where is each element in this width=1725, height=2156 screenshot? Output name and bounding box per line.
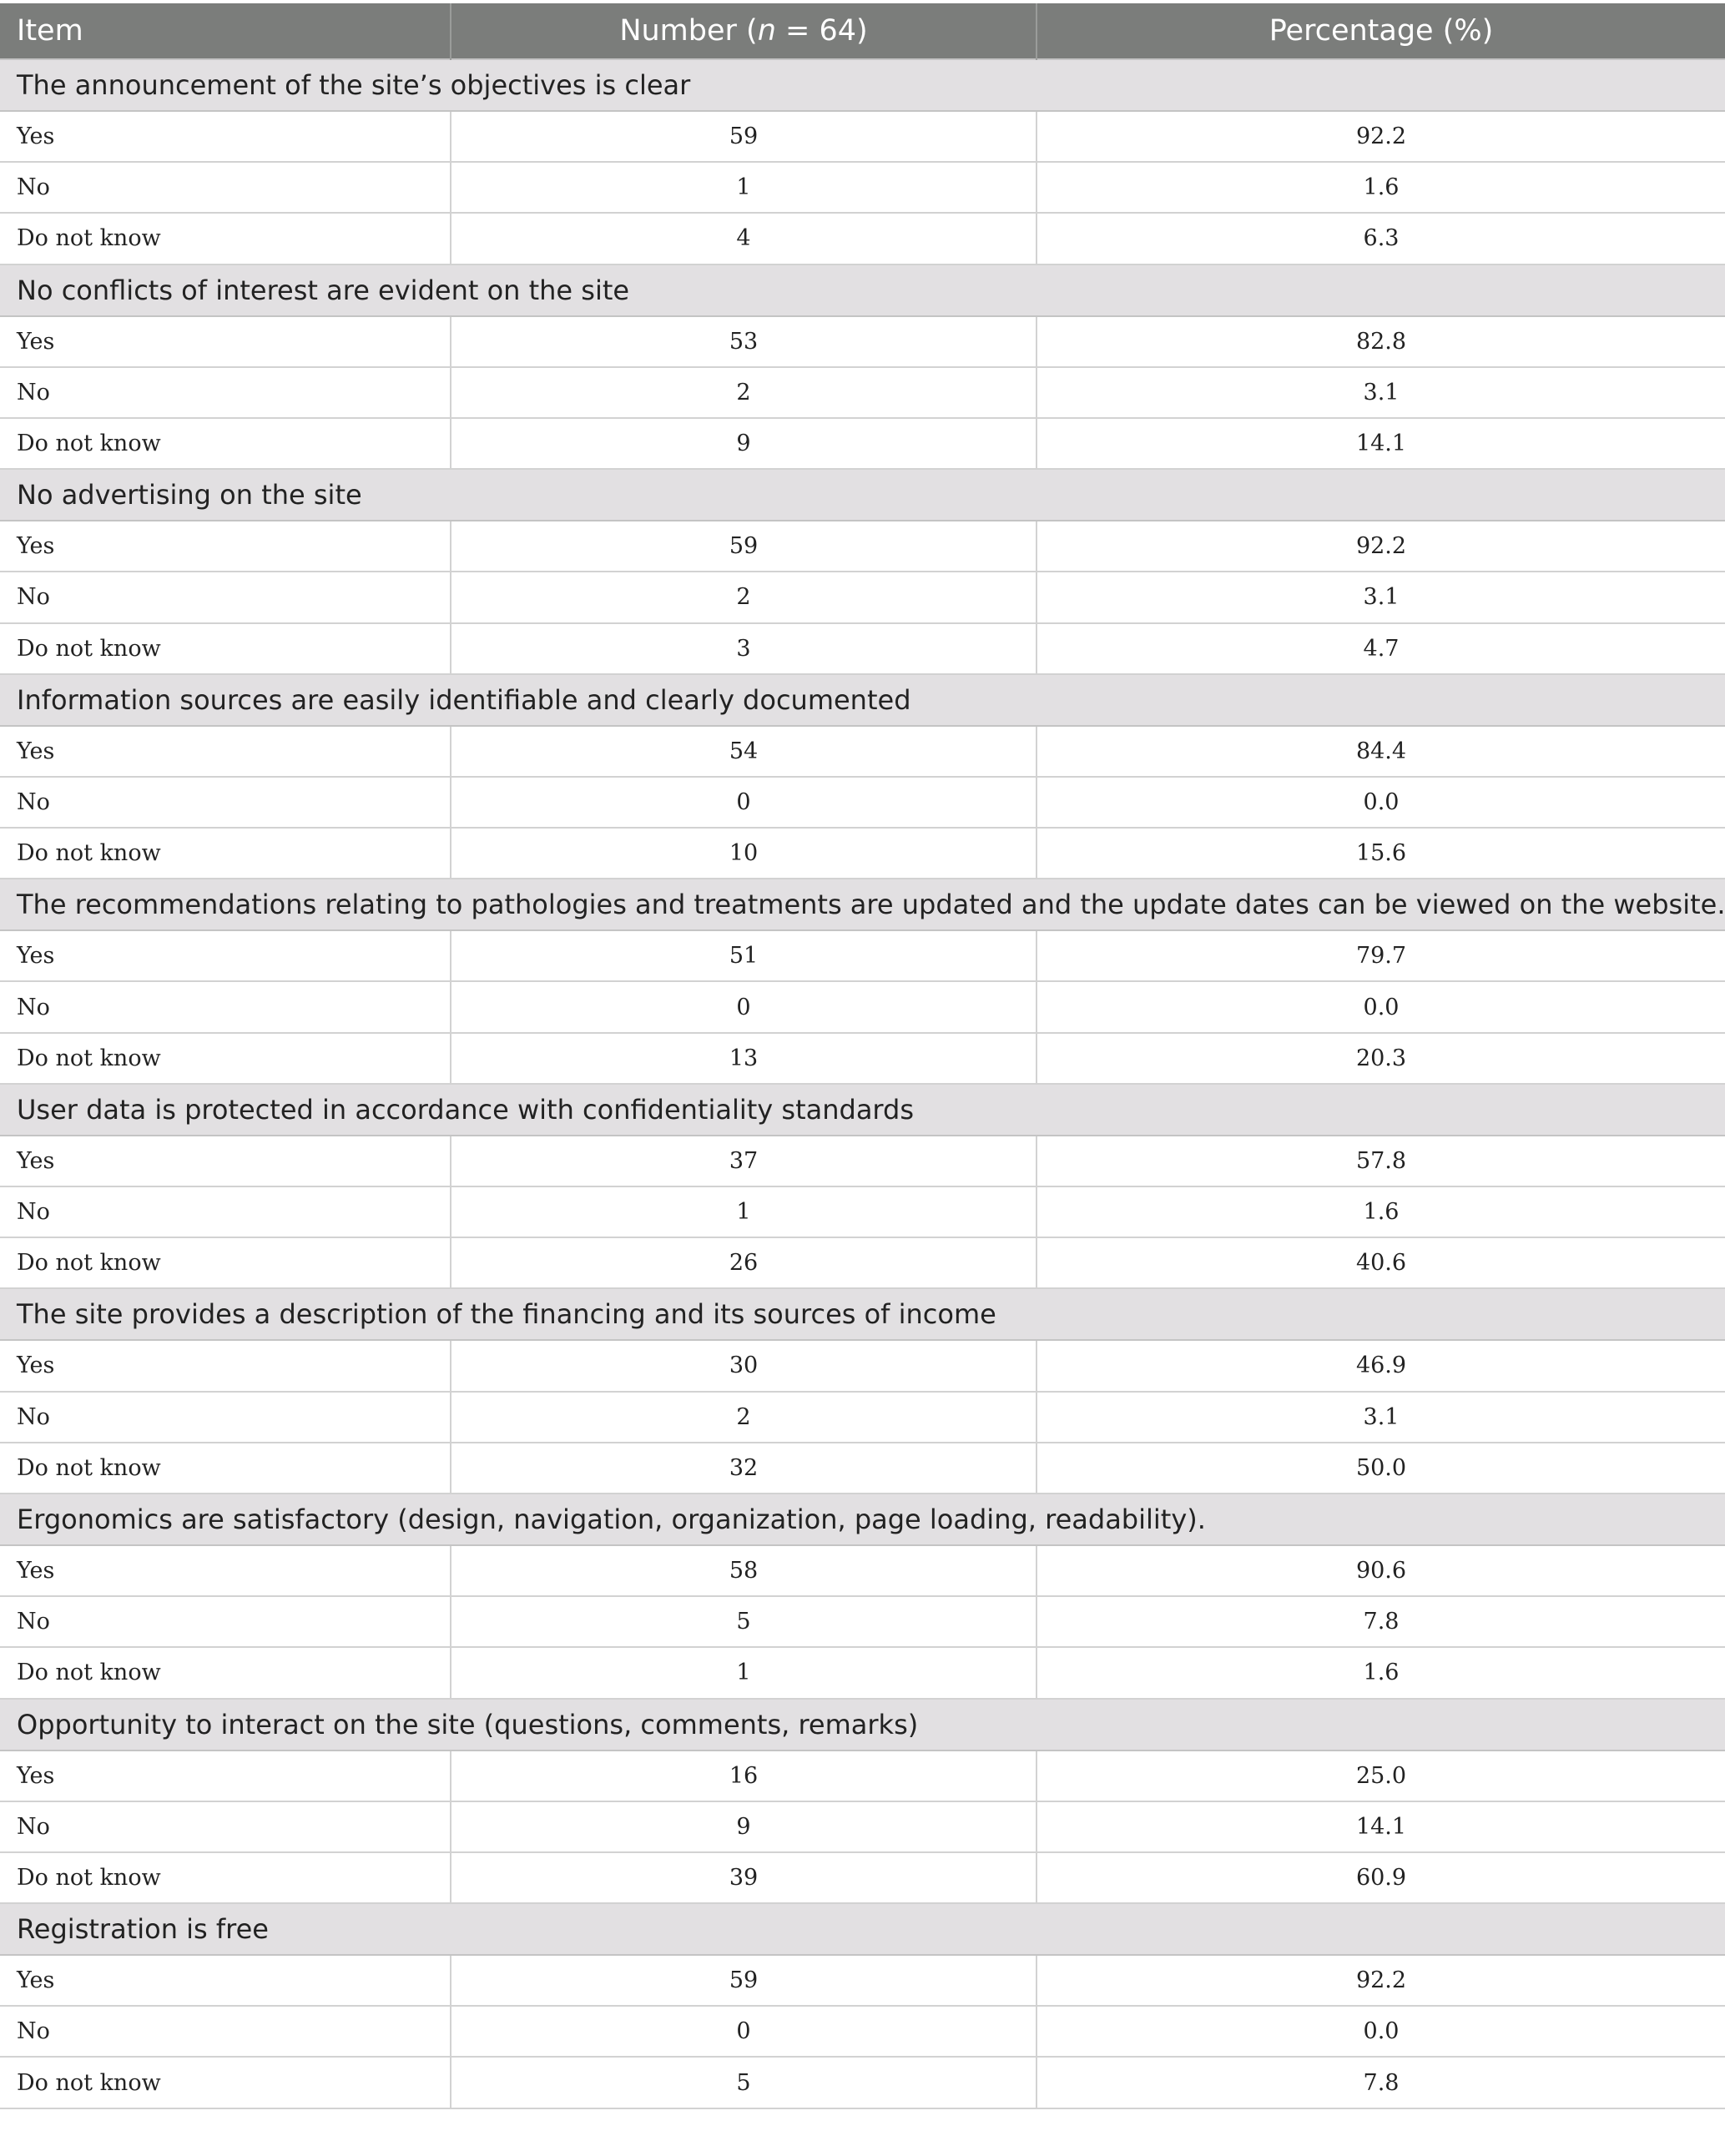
section-title: Opportunity to interact on the site (questions, comments, remarks) — [0, 1699, 1725, 1750]
row-number: 13 — [451, 1033, 1037, 1084]
row-label: No — [0, 1801, 451, 1852]
row-percentage: 4.7 — [1037, 623, 1725, 674]
table-header — [0, 3, 1725, 59]
row-number: 30 — [451, 1340, 1037, 1391]
row-label: Yes — [0, 1136, 451, 1186]
row-number: 58 — [451, 1545, 1037, 1596]
row-number: 2 — [451, 1392, 1037, 1443]
section-title: User data is protected in accordance with confidentiality standards — [0, 1084, 1725, 1136]
row-percentage: 40.6 — [1037, 1237, 1725, 1288]
row-percentage: 90.6 — [1037, 1545, 1725, 1596]
row-label: Do not know — [0, 1647, 451, 1698]
table-row — [0, 1801, 1725, 1852]
section-title: Information sources are easily identifiable and clearly documented — [0, 674, 1725, 726]
section-row — [0, 469, 1725, 521]
row-percentage: 3.1 — [1037, 1392, 1725, 1443]
row-label: Do not know — [0, 1237, 451, 1288]
row-label: Yes — [0, 316, 451, 367]
row-label: No — [0, 1596, 451, 1647]
row-number: 2 — [451, 572, 1037, 622]
row-percentage: 7.8 — [1037, 1596, 1725, 1647]
row-percentage: 20.3 — [1037, 1033, 1725, 1084]
section-row — [0, 879, 1725, 930]
row-number: 59 — [451, 111, 1037, 162]
row-label: No — [0, 1186, 451, 1237]
section-row — [0, 264, 1725, 316]
row-percentage: 92.2 — [1037, 111, 1725, 162]
table-row — [0, 828, 1725, 879]
row-label: Do not know — [0, 623, 451, 674]
table-row — [0, 777, 1725, 828]
row-number: 9 — [451, 418, 1037, 469]
row-percentage: 92.2 — [1037, 1955, 1725, 2006]
row-percentage: 6.3 — [1037, 213, 1725, 264]
survey-table-container — [0, 3, 1725, 2109]
row-number: 5 — [451, 1596, 1037, 1647]
section-row — [0, 674, 1725, 726]
row-percentage: 84.4 — [1037, 726, 1725, 777]
row-percentage: 3.1 — [1037, 367, 1725, 418]
row-percentage: 1.6 — [1037, 162, 1725, 213]
table-row — [0, 2057, 1725, 2108]
table-body — [0, 59, 1725, 2108]
row-label: Yes — [0, 1955, 451, 2006]
section-row — [0, 1084, 1725, 1136]
table-row — [0, 162, 1725, 213]
table-row — [0, 930, 1725, 981]
row-number: 4 — [451, 213, 1037, 264]
table-row — [0, 726, 1725, 777]
section-title: Ergonomics are satisfactory (design, navigation, organization, page loading, readability). — [0, 1494, 1725, 1545]
row-percentage: 15.6 — [1037, 828, 1725, 879]
row-percentage: 92.2 — [1037, 521, 1725, 572]
table-row — [0, 1955, 1725, 2006]
section-title: No advertising on the site — [0, 469, 1725, 521]
header-number-n: n — [757, 14, 776, 48]
row-percentage: 0.0 — [1037, 981, 1725, 1032]
table-row — [0, 316, 1725, 367]
row-label: Do not know — [0, 828, 451, 879]
row-label: Yes — [0, 1340, 451, 1391]
row-label: Yes — [0, 521, 451, 572]
section-row — [0, 59, 1725, 111]
row-percentage: 46.9 — [1037, 1340, 1725, 1391]
table-row — [0, 981, 1725, 1032]
table-row — [0, 1596, 1725, 1647]
table-row — [0, 1852, 1725, 1903]
row-label: Do not know — [0, 213, 451, 264]
row-number: 10 — [451, 828, 1037, 879]
row-number: 0 — [451, 2006, 1037, 2057]
section-title: Registration is free — [0, 1903, 1725, 1955]
row-label: No — [0, 981, 451, 1032]
row-number: 1 — [451, 1186, 1037, 1237]
row-label: Yes — [0, 1750, 451, 1801]
table-row — [0, 418, 1725, 469]
header-number-suffix: = 64) — [775, 14, 868, 48]
row-label: Yes — [0, 1545, 451, 1596]
table-row — [0, 1033, 1725, 1084]
table-row — [0, 1392, 1725, 1443]
row-label: No — [0, 2006, 451, 2057]
row-percentage: 3.1 — [1037, 572, 1725, 622]
header-row — [0, 3, 1725, 59]
row-number: 54 — [451, 726, 1037, 777]
table-row — [0, 521, 1725, 572]
row-number: 53 — [451, 316, 1037, 367]
row-label: Do not know — [0, 1033, 451, 1084]
table-row — [0, 623, 1725, 674]
row-label: Do not know — [0, 418, 451, 469]
table-row — [0, 1647, 1725, 1698]
row-percentage: 50.0 — [1037, 1443, 1725, 1494]
row-number: 9 — [451, 1801, 1037, 1852]
row-percentage: 1.6 — [1037, 1186, 1725, 1237]
table-row — [0, 572, 1725, 622]
table-row — [0, 1136, 1725, 1186]
row-percentage: 0.0 — [1037, 777, 1725, 828]
row-percentage: 14.1 — [1037, 1801, 1725, 1852]
row-percentage: 14.1 — [1037, 418, 1725, 469]
survey-results-table — [0, 3, 1725, 2109]
section-title: No conflicts of interest are evident on the site — [0, 264, 1725, 316]
row-label: No — [0, 162, 451, 213]
header-item: Item — [0, 3, 451, 59]
table-row — [0, 1237, 1725, 1288]
header-percentage: Percentage (%) — [1269, 14, 1494, 48]
row-label: Do not know — [0, 1852, 451, 1903]
row-number: 39 — [451, 1852, 1037, 1903]
row-label: Do not know — [0, 1443, 451, 1494]
row-percentage: 7.8 — [1037, 2057, 1725, 2108]
section-row — [0, 1699, 1725, 1750]
row-percentage: 0.0 — [1037, 2006, 1725, 2057]
row-label: Yes — [0, 726, 451, 777]
row-label: No — [0, 1392, 451, 1443]
row-number: 51 — [451, 930, 1037, 981]
table-row — [0, 1443, 1725, 1494]
row-number: 3 — [451, 623, 1037, 674]
table-row — [0, 213, 1725, 264]
row-number: 2 — [451, 367, 1037, 418]
row-number: 26 — [451, 1237, 1037, 1288]
section-row — [0, 1494, 1725, 1545]
section-row — [0, 1903, 1725, 1955]
row-number: 5 — [451, 2057, 1037, 2108]
row-percentage: 60.9 — [1037, 1852, 1725, 1903]
row-label: Do not know — [0, 2057, 451, 2108]
table-row — [0, 367, 1725, 418]
row-number: 0 — [451, 777, 1037, 828]
table-row — [0, 1750, 1725, 1801]
row-number: 32 — [451, 1443, 1037, 1494]
row-label: No — [0, 777, 451, 828]
row-number: 1 — [451, 162, 1037, 213]
section-title: The site provides a description of the financing and its sources of income — [0, 1288, 1725, 1340]
row-percentage: 79.7 — [1037, 930, 1725, 981]
row-label: No — [0, 367, 451, 418]
row-percentage: 25.0 — [1037, 1750, 1725, 1801]
row-percentage: 57.8 — [1037, 1136, 1725, 1186]
section-row — [0, 1288, 1725, 1340]
table-row — [0, 1340, 1725, 1391]
row-number: 59 — [451, 1955, 1037, 2006]
section-title: The announcement of the site’s objectives is clear — [0, 59, 1725, 111]
row-label: No — [0, 572, 451, 622]
header-number — [451, 3, 1037, 59]
section-title: The recommendations relating to pathologies and treatments are updated and the update dates can be viewed on the website. — [0, 879, 1725, 930]
row-number: 1 — [451, 1647, 1037, 1698]
header-number-prefix: Number ( — [619, 14, 758, 48]
row-percentage: 1.6 — [1037, 1647, 1725, 1698]
table-row — [0, 111, 1725, 162]
row-number: 59 — [451, 521, 1037, 572]
row-number: 37 — [451, 1136, 1037, 1186]
row-number: 0 — [451, 981, 1037, 1032]
table-row — [0, 2006, 1725, 2057]
row-label: Yes — [0, 930, 451, 981]
row-percentage: 82.8 — [1037, 316, 1725, 367]
row-number: 16 — [451, 1750, 1037, 1801]
row-label: Yes — [0, 111, 451, 162]
table-row — [0, 1545, 1725, 1596]
table-row — [0, 1186, 1725, 1237]
